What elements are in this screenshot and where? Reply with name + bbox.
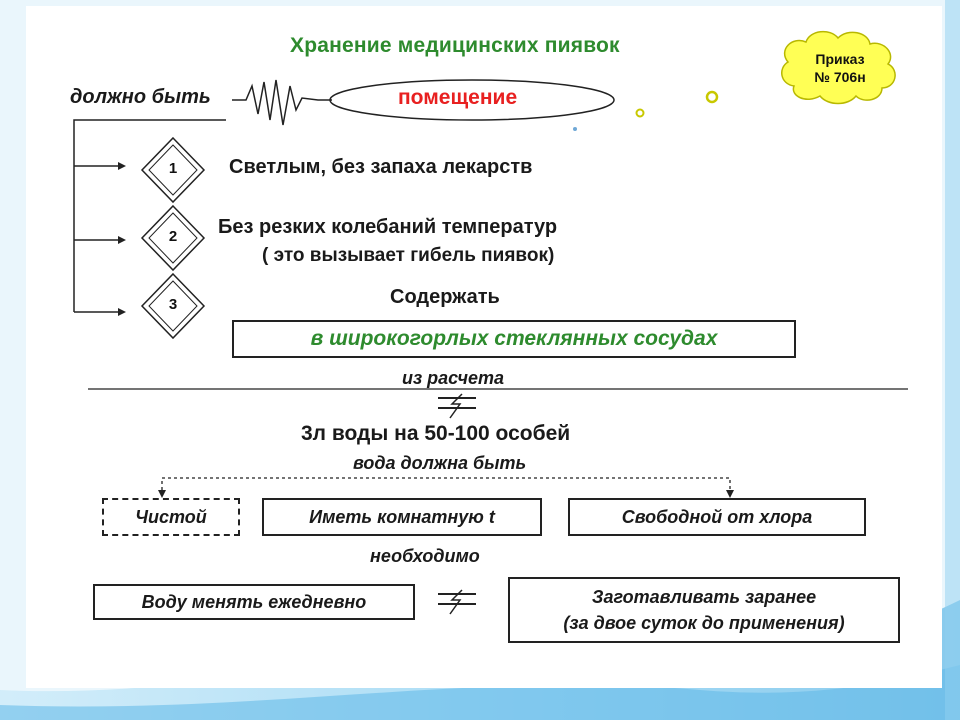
requirement-3-text: Содержать bbox=[390, 286, 500, 308]
requirement-2-text: Без резких колебаний температур bbox=[218, 216, 558, 238]
prepare-line2: (за двое суток до применения) bbox=[563, 613, 845, 633]
necessary-label: необходимо bbox=[370, 546, 480, 566]
order-badge-line1: Приказ bbox=[815, 51, 865, 67]
water-property-room-temp bbox=[262, 498, 542, 536]
room-label: помещение bbox=[398, 86, 518, 109]
diamond-number-1: 1 bbox=[168, 160, 178, 177]
water-ratio: 3л воды на 50-100 особей bbox=[301, 422, 571, 445]
calc-label: из расчета bbox=[402, 368, 505, 388]
slide-title: Хранение медицинских пиявок bbox=[290, 34, 620, 57]
vessels-box bbox=[232, 320, 796, 358]
prepare-line1: Заготавливать заранее bbox=[591, 587, 817, 607]
order-badge bbox=[795, 50, 885, 86]
order-badge-line2: № 706н bbox=[814, 69, 866, 85]
water-property-clean-text: Чистой bbox=[135, 506, 207, 527]
water-property-chlorine-free-text: Свободной от хлора bbox=[621, 506, 813, 527]
prepare-box bbox=[508, 577, 900, 643]
water-property-room-temp-text: Иметь комнатную t bbox=[309, 506, 495, 527]
water-must-label: вода должна быть bbox=[353, 453, 527, 473]
requirement-2-note: ( это вызывает гибель пиявок) bbox=[262, 245, 555, 266]
must-be-label: должно быть bbox=[70, 86, 211, 108]
change-water-text: Воду менять ежедневно bbox=[141, 591, 367, 612]
diamond-number-3: 3 bbox=[168, 296, 178, 313]
diamond-number-2: 2 bbox=[168, 228, 178, 245]
vessels-text: в широкогорлых стеклянных сосудах bbox=[310, 327, 718, 350]
change-water-box bbox=[93, 584, 415, 620]
water-property-clean bbox=[102, 498, 240, 536]
requirement-1-text: Светлым, без запаха лекарств bbox=[229, 156, 533, 178]
water-property-chlorine-free bbox=[568, 498, 866, 536]
